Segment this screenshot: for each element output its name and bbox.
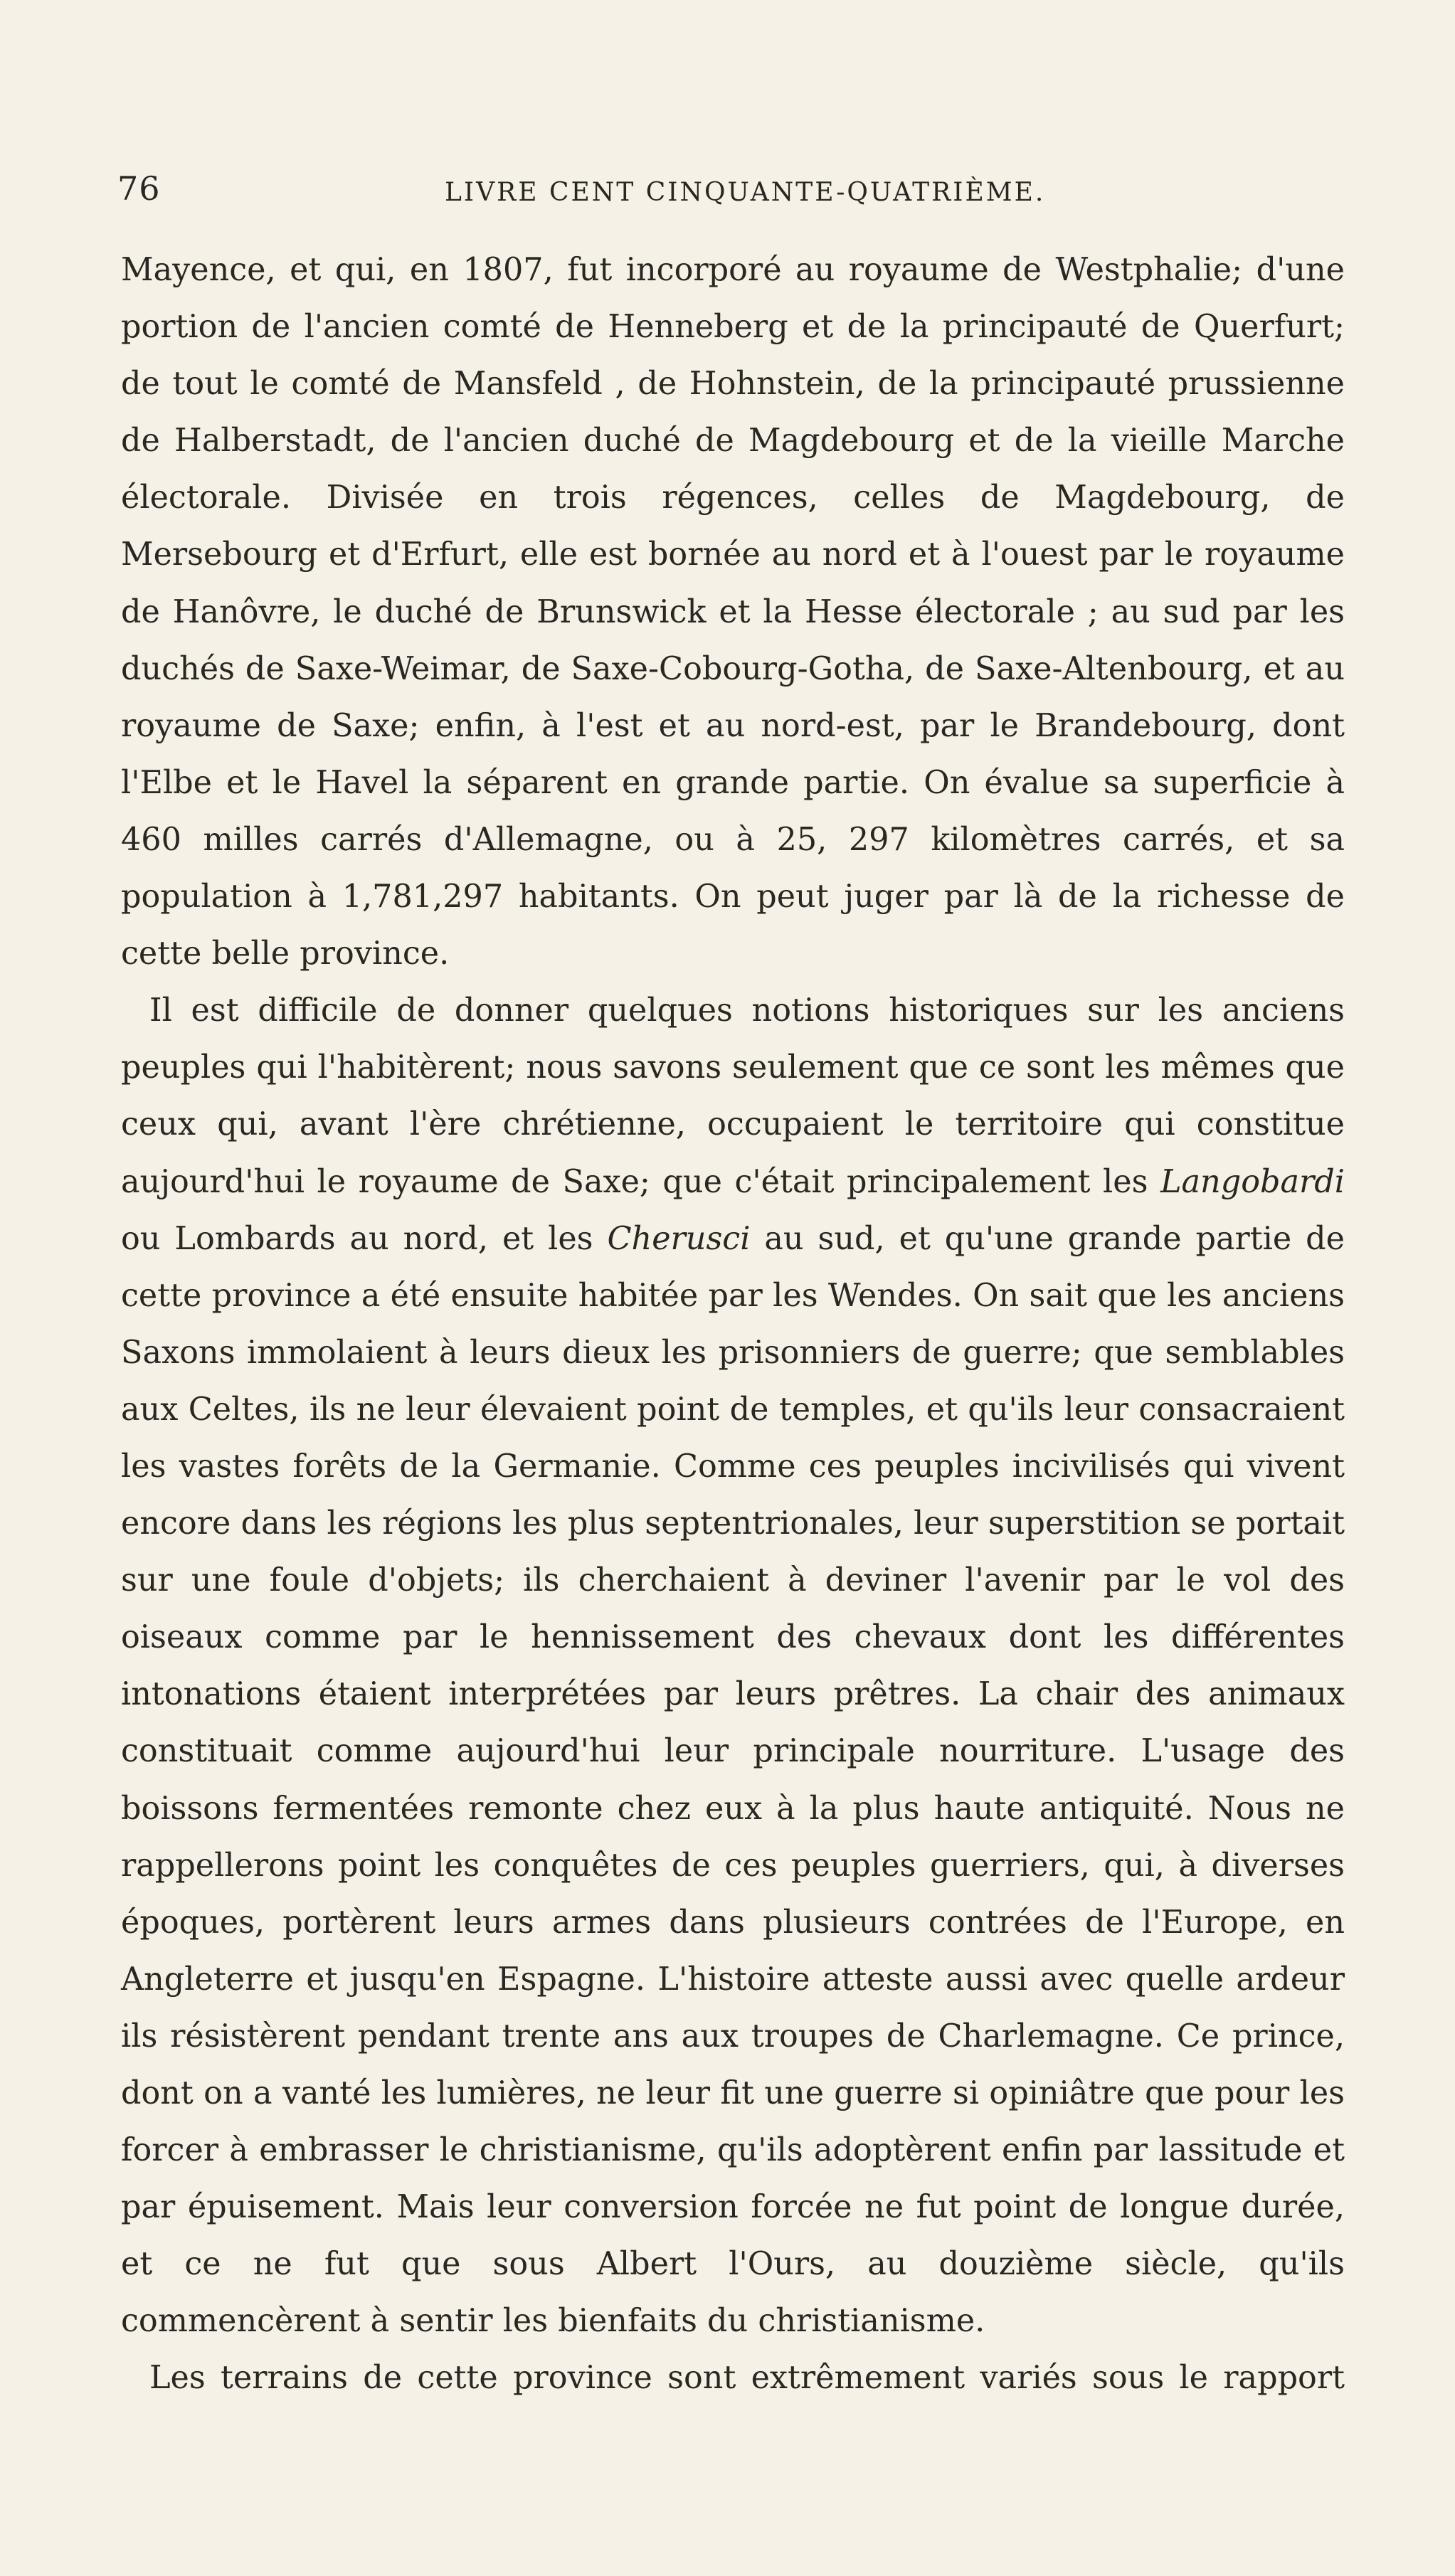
paragraph-2-text-a: Il est difficile de donner quelques notions historiques sur les anciens peuples qui l'habitèrent; nous savons seulement que ce sont les mêmes que ceux qui, avant l'ère chrétienne, occupaient le territoire qui constitue aujourd'hui le royaume de Saxe; que c'était principalement les xyxy=(121,992,1345,1200)
running-title: LIVRE CENT CINQUANTE-QUATRIÈME. xyxy=(445,178,1046,207)
paragraph-2-text-b: ou Lombards au nord, et les xyxy=(121,1220,608,1257)
body-text xyxy=(121,242,1345,2407)
paragraph-1 xyxy=(121,242,1345,982)
paragraph-2-text-c: au sud, et qu'une grande partie de cette province a été ensuite habitée par les Wendes. On sait que les anciens Saxons immolaient à leurs dieux les prisonniers de guerre; que semblables aux Celtes, ils ne leur élevaient point de temples, et qu'ils leur consacraient les vastes forêts de la Germanie. Comme ces peuples incivilisés qui vivent encore dans les régions les plus septentrionales, leur superstition se portait sur une foule d'objets; ils cherchaient à deviner l'avenir par le vol des oiseaux comme par le hennissement des chevaux dont les différentes intonations étaient interprétées par leurs prêtres. La chair des animaux constituait comme aujourd'hui leur principale nourriture. L'usage des boissons fermentées remonte chez eux à la plus haute antiquité. Nous ne rappellerons point les conquêtes de ces peuples guerriers, qui, à diverses époques, portèrent leurs armes dans plusieurs contrées de l'Europe, en Angleterre et jusqu'en Espagne. L'histoire atteste aussi avec quelle ardeur ils résistèrent pendant trente ans aux troupes de Charlemagne. Ce prince, dont on a vanté les lumières, ne leur fit une guerre si opiniâtre que pour les forcer à embrasser le christianisme, qu'ils adoptèrent enfin par lassitude et par épuisement. Mais leur conversion forcée ne fut point de longue durée, et ce ne fut que sous Albert l'Ours, au douzième siècle, qu'ils commencèrent à sentir les bienfaits du christianisme. xyxy=(121,1220,1345,2340)
paragraph-1-text: Mayence, et qui, en 1807, fut incorporé au royaume de Westphalie; d'une portion de l'ancien comté de Henneberg et de la principauté de Querfurt; de tout le comté de Mansfeld , de Hohnstein, de la principauté prussienne de Halberstadt, de l'ancien duché de Magdebourg et de la vieille Marche électorale. Divisée en trois régences, celles de Magdebourg, de Mersebourg et d'Erfurt, elle est bornée au nord et à l'ouest par le royaume de Hanôvre, le duché de Brunswick et la Hesse électorale ; au sud par les duchés de Saxe-Weimar, de Saxe-Cobourg-Gotha, de Saxe-Altenbourg, et au royaume de Saxe; enfin, à l'est et au nord-est, par le Brandebourg, dont l'Elbe et le Havel la séparent en grande partie. On évalue sa superficie à 460 milles carrés d'Allemagne, ou à 25, 297 kilomètres carrés, et sa population à 1,781,297 habitants. On peut juger par là de la richesse de cette belle province. xyxy=(121,252,1345,972)
term-langobardi: Langobardi xyxy=(1160,1163,1345,1200)
page-header xyxy=(117,169,1345,212)
paragraph-2 xyxy=(121,982,1345,2350)
paragraph-3-text: Les terrains de cette province sont extrêmement variés sous le rapport xyxy=(149,2360,1345,2397)
paragraph-3 xyxy=(121,2350,1345,2407)
page-number: 76 xyxy=(117,169,161,208)
term-cherusci: Cherusci xyxy=(607,1220,751,1257)
